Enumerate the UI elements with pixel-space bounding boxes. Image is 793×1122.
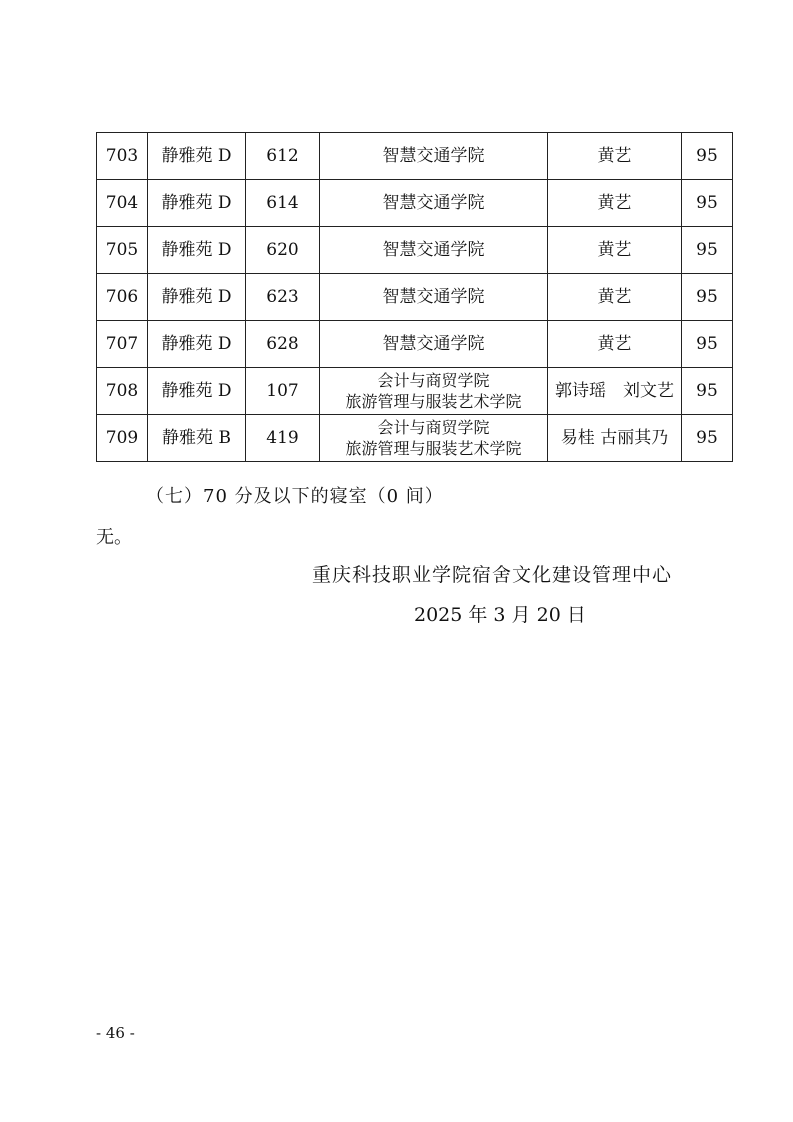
section-body: 无。 <box>96 527 132 548</box>
cell-no: 705 <box>97 227 148 274</box>
cell-score: 95 <box>682 133 733 180</box>
cell-teacher: 郭诗瑶 刘文艺 <box>548 368 682 415</box>
cell-building: 静雅苑 D <box>148 227 246 274</box>
table-row <box>97 180 733 227</box>
cell-college <box>320 415 548 462</box>
cell-no: 704 <box>97 180 148 227</box>
cell-college <box>320 368 548 415</box>
table-row <box>97 415 733 462</box>
cell-no: 709 <box>97 415 148 462</box>
cell-building: 静雅苑 D <box>148 368 246 415</box>
cell-room: 623 <box>246 274 320 321</box>
issue-date: 2025 年 3 月 20 日 <box>414 604 586 626</box>
cell-room: 107 <box>246 368 320 415</box>
cell-no: 703 <box>97 133 148 180</box>
college-line: 智慧交通学院 <box>382 239 485 260</box>
cell-college <box>320 133 548 180</box>
cell-room: 620 <box>246 227 320 274</box>
college-line: 智慧交通学院 <box>382 286 485 307</box>
cell-no: 707 <box>97 321 148 368</box>
cell-score: 95 <box>682 415 733 462</box>
cell-room: 419 <box>246 415 320 462</box>
cell-college <box>320 180 548 227</box>
college-line: 智慧交通学院 <box>382 145 485 166</box>
cell-college <box>320 321 548 368</box>
cell-teacher: 黄艺 <box>548 274 682 321</box>
table-row <box>97 274 733 321</box>
cell-building: 静雅苑 D <box>148 274 246 321</box>
college-line: 旅游管理与服装艺术学院 <box>345 392 522 411</box>
cell-teacher: 黄艺 <box>548 133 682 180</box>
college-line: 会计与商贸学院 <box>377 371 490 390</box>
cell-building: 静雅苑 B <box>148 415 246 462</box>
cell-building: 静雅苑 D <box>148 321 246 368</box>
cell-college <box>320 227 548 274</box>
table-row <box>97 368 733 415</box>
cell-no: 706 <box>97 274 148 321</box>
table-row <box>97 133 733 180</box>
cell-teacher: 黄艺 <box>548 180 682 227</box>
cell-college <box>320 274 548 321</box>
cell-score: 95 <box>682 227 733 274</box>
college-line: 会计与商贸学院 <box>377 418 490 437</box>
table-row <box>97 227 733 274</box>
cell-building: 静雅苑 D <box>148 180 246 227</box>
cell-room: 614 <box>246 180 320 227</box>
cell-teacher: 黄艺 <box>548 227 682 274</box>
cell-score: 95 <box>682 180 733 227</box>
cell-room: 628 <box>246 321 320 368</box>
issuer-name: 重庆科技职业学院宿舍文化建设管理中心 <box>312 564 673 586</box>
college-line: 智慧交通学院 <box>382 192 485 213</box>
cell-score: 95 <box>682 274 733 321</box>
cell-no: 708 <box>97 368 148 415</box>
page-number: - 46 - <box>96 1024 135 1042</box>
college-line: 智慧交通学院 <box>382 333 485 354</box>
cell-teacher: 易桂 古丽其乃 <box>548 415 682 462</box>
cell-score: 95 <box>682 368 733 415</box>
cell-teacher: 黄艺 <box>548 321 682 368</box>
table-row <box>97 321 733 368</box>
section-heading: （七）70 分及以下的寝室（0 间） <box>146 486 444 507</box>
college-line: 旅游管理与服装艺术学院 <box>345 439 522 458</box>
cell-building: 静雅苑 D <box>148 133 246 180</box>
cell-score: 95 <box>682 321 733 368</box>
cell-room: 612 <box>246 133 320 180</box>
dorm-score-table <box>96 132 733 462</box>
